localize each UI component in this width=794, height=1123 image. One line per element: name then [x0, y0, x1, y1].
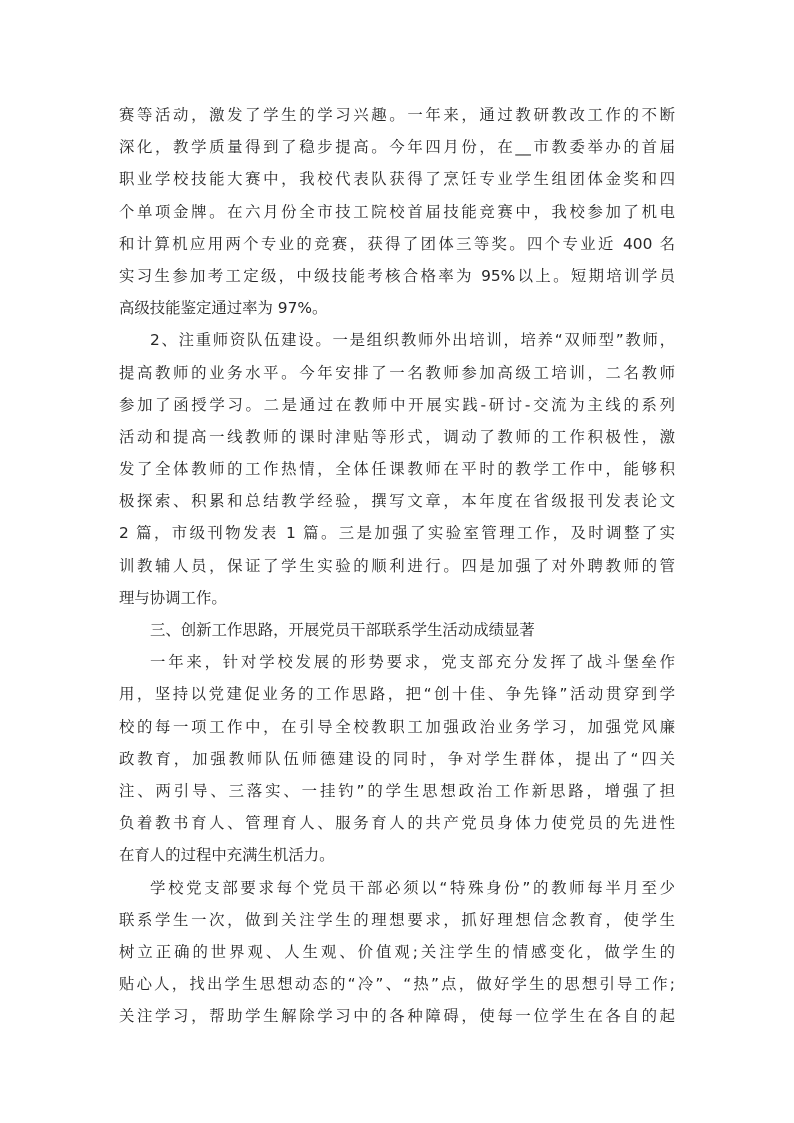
text-line: 校的每一项工作中，在引导全校教职工加强政治业务学习，加强党风廉: [119, 717, 675, 736]
text-line: 个单项金牌。在六月份全市技工院校首届技能竞赛中，我校参加了机电: [119, 202, 675, 221]
text-line: 职业学校技能大赛中，我校代表队获得了烹饪专业学生组团体金奖和四: [119, 170, 675, 189]
text-line: 2 篇，市级刊物发表 1 篇。三是加强了实验室管理工作，及时调整了实: [119, 524, 675, 543]
text-line: 发了全体教师的工作热情，全体任课教师在平时的教学工作中，能够积: [119, 460, 675, 479]
text-line: 深化，教学质量得到了稳步提高。今年四月份，在__市教委举办的首届: [119, 138, 675, 157]
text-line: 负着教书育人、管理育人、服务育人的共产党员身体力使党员的先进性: [119, 814, 675, 833]
text-line: 联系学生一次，做到关注学生的理想要求，抓好理想信念教育，使学生: [119, 910, 675, 929]
text-line: 一年来，针对学校发展的形势要求，党支部充分发挥了战斗堡垒作: [150, 653, 675, 672]
text-line: 理与协调工作。: [119, 588, 227, 607]
text-line: 训教辅人员，保证了学生实验的顺利进行。四是加强了对外聘教师的管: [119, 556, 675, 575]
paragraph-teacher-team: [119, 324, 675, 614]
section-heading: [119, 614, 675, 646]
section-heading-text: 三、创新工作思路，开展党员干部联系学生活动成绩显著: [150, 621, 535, 639]
text-line: 在育人的过程中充满生机活力。: [119, 846, 335, 865]
text-line: 提高教师的业务水平。今年安排了一名教师参加高级工培训，二名教师: [119, 363, 675, 382]
text-line: 2、注重师资队伍建设。一是组织教师外出培训，培养“双师型”教师，: [150, 331, 675, 350]
text-line: 赛等活动，激发了学生的学习兴趣。一年来，通过教研教改工作的不断: [119, 106, 675, 124]
text-line: 学校党支部要求每个党员干部必须以“特殊身份”的教师每半月至少: [150, 878, 675, 897]
text-line: 政教育，加强教师队伍师德建设的同时，争对学生群体，提出了“四关: [119, 749, 675, 768]
text-line: 注、两引导、三落实、一挂钓”的学生思想政治工作新思路，增强了担: [119, 781, 675, 800]
text-line: 贴心人，找出学生思想动态的“冷”、“热”点，做好学生的思想引导工作;: [119, 975, 675, 994]
text-line: 用，坚持以党建促业务的工作思路，把“创十佳、争先锋”活动贯穿到学: [119, 685, 675, 704]
text-line: 高级技能鉴定通过率为 97%。: [119, 299, 328, 318]
text-line: 关注学习，帮助学生解除学习中的各种障碍，使每一位学生在各自的起: [119, 1007, 675, 1026]
text-line: 实习生参加考工定级，中级技能考核合格率为 95%以上。短期培训学员: [119, 266, 675, 285]
text-line: 活动和提高一线教师的课时津贴等形式，调动了教师的工作积极性，激: [119, 427, 675, 446]
paragraph-student-contact: [119, 872, 675, 1033]
text-line: 树立正确的世界观、人生观、价值观;关注学生的情感变化，做学生的: [119, 942, 675, 961]
paragraph-party-work: [119, 646, 675, 871]
document-body: [119, 99, 675, 1032]
text-line: 和计算机应用两个专业的竞赛，获得了团体三等奖。四个专业近 400 名: [119, 234, 675, 253]
text-line: 参加了函授学习。二是通过在教师中开展实践-研讨-交流为主线的系列: [119, 395, 675, 414]
text-line: 极探索、积累和总结教学经验，撰写文章，本年度在省级报刊发表论文: [119, 492, 675, 511]
paragraph-teaching-results: [119, 99, 675, 324]
